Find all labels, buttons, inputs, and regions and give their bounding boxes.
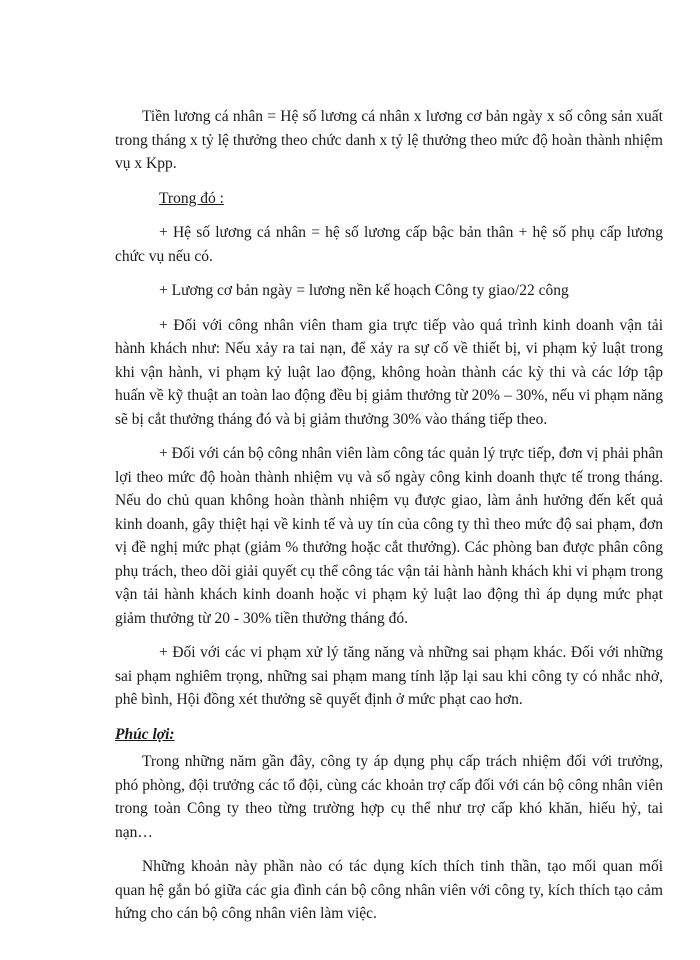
bullet-vi-pham-khac: + Đối với các vi phạm xử lý tăng năng và những sai phạm khác. Đối với những sai phạm nghiêm trọng, những sai phạm mang tính lặp lại sau khi công ty có nhắc nhở, phê bình, Hội đồng xét thưởng sẽ quyết định ở mức phạt cao hơn. bbox=[115, 644, 663, 708]
phuc-loi-paragraph-2: Những khoản này phần nào có tác dụng kích thích tinh thần, tạo mối quan mối quan hệ gắn bó giữa các gia đình cán bộ công nhân viên với công ty, kích thích tạo cảm hứng cho cán bộ công nhân viên làm việc. bbox=[115, 858, 663, 922]
trong-do-label-row bbox=[115, 187, 663, 222]
bullet-cong-nhan-vien: + Đối với công nhân viên tham gia trực tiếp vào quá trình kinh doanh vận tải hành khách như: Nếu xảy ra tai nạn, để xảy ra sự cố về thiết bị, vi phạm kỷ luật trong khi vận hành, vi phạm kỷ luật lao động, không hoàn thành các kỳ thi và các lớp tập huấn về kỹ thuật an toàn lao động đều bị giảm thưởng từ 20% – 30%, nếu vi phạm năng sẽ bị cắt thưởng tháng đó và bị giảm thưởng 30% vào tháng tiếp theo. bbox=[115, 316, 663, 428]
bullet-he-so-luong: + Hệ số lương cá nhân = hệ số lương cấp bậc bản thân + hệ số phụ cấp lương chức vụ nếu có. bbox=[115, 224, 663, 265]
phuc-loi-heading: Phúc lợi: bbox=[115, 725, 175, 743]
phuc-loi-paragraph-1: Trong những năm gần đây, công ty áp dụng phụ cấp trách nhiệm đối với trưởng, phó phòng, đội trưởng các tổ đội, cùng các khoản trợ cấp đối với cán bộ công nhân viên trong toàn Công ty theo từng trường hợp cụ thể như trợ cấp khó khăn, hiếu hỷ, tai nạn… bbox=[115, 753, 663, 841]
salary-formula-paragraph: Tiền lương cá nhân = Hệ số lương cá nhân x lương cơ bản ngày x số công sản xuất trong tháng x tỷ lệ thưởng theo chức danh x tỷ lệ thưởng theo mức độ hoàn thành nhiệm vụ x Kpp. bbox=[115, 108, 663, 172]
document-page bbox=[115, 105, 663, 937]
bullet-can-bo-quan-ly: + Đối với cán bộ công nhân viên làm công tác quản lý trực tiếp, đơn vị phải phân lợi theo mức độ hoàn thành nhiệm vụ và số ngày công kinh doanh thực tế trong tháng. Nếu do chủ quan không hoàn thành nhiệm vụ được giao, làm ảnh hưởng đến kết quả kinh doanh, gây thiệt hại về kinh tế và uy tín của công ty thì theo mức độ sai phạm, đơn vị đề nghị mức phạt (giảm % thưởng hoặc cắt thưởng). Các phòng ban được phân công phụ trách, theo dõi giải quyết cụ thể công tác vận tải hành hành khách khi vi phạm trong vận tải hành khách kinh doanh hoặc vi phạm kỷ luật lao động thì áp dụng mức phạt giảm thưởng từ 20 - 30% tiền thưởng tháng đó. bbox=[115, 445, 664, 627]
bullet-luong-co-ban: + Lương cơ bản ngày = lương nền kế hoạch Công ty giao/22 công bbox=[159, 282, 569, 299]
trong-do-label: Trong đó : bbox=[159, 189, 224, 207]
